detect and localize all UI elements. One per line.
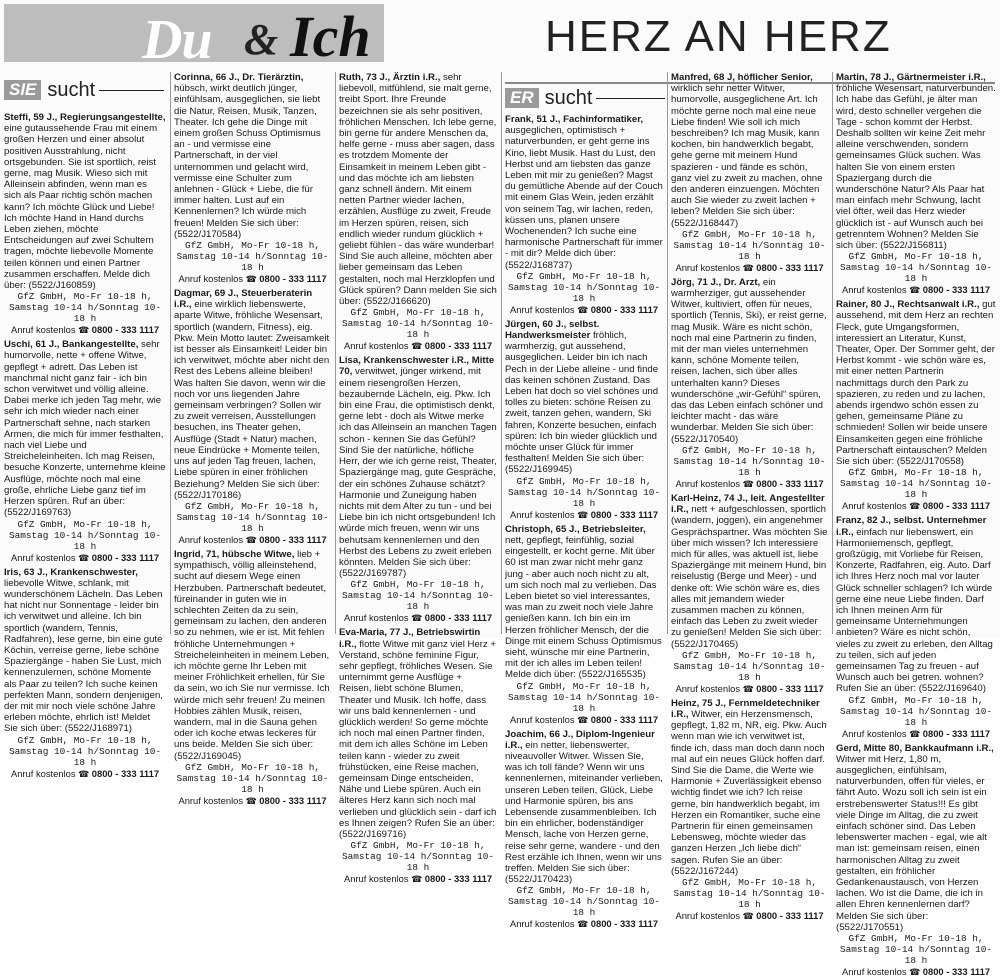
personal-ad bbox=[505, 729, 663, 931]
contact-hours: Samstag 10-14 h/Sonntag 10-18 h bbox=[673, 455, 826, 478]
ad-code: (5522/J170558) bbox=[896, 456, 965, 468]
ad-code: (5522/J170540) bbox=[671, 433, 739, 445]
contact-phone-number[interactable]: 0800 - 333 1117 bbox=[590, 508, 659, 520]
personal-ad bbox=[4, 339, 166, 563]
contact-hours: Samstag 10-14 h/Sonntag 10-18 h bbox=[176, 251, 329, 274]
personal-ad bbox=[174, 288, 331, 546]
column-divider bbox=[832, 72, 833, 634]
ad-text: wirklich sehr netter Witwer, humorvolle, ausgeglichene Art. Ich möchte gerne noch mal eine neue Liebe finden! Wie soll ich mich beschreiben? Ich mag Musik, kann kochen, bin handwerklich begabt, gehe gerne mit meinem Hund spazieren - und fände es schön, ganz viel zu zweit zu machen, ohne den anderen einzuengen. Möchten auch Sie wieder zu zweit lachen + leben? Melden Sie sich über: bbox=[671, 83, 823, 218]
contact-phone-number[interactable]: 0800 - 333 1117 bbox=[259, 533, 327, 545]
column-divider bbox=[501, 72, 502, 634]
contact-hours: Samstag 10-14 h/Sonntag 10-18 h bbox=[840, 478, 992, 501]
ad-text: nett, gepflegt, feinfühlig, sozial eingestellt, er kocht gerne. Mit über 60 ist man zwar nicht mehr ganz jung - aber auch noch nicht zu alt, um sich noch mal zu verlieben. Das Leben bietet so viel interessantes, was man zu zweit noch viele Jahre genießen kann. Ich bin ein im Herzen fröhlicher Mensch, der die Dinge mit einem Schuss Optimismus sieht, wünsche mir eine Partnerin, mit der ich alles im Leben teilen! Melde dich über: bbox=[505, 534, 662, 681]
contact-call-label: Anruf kostenlos bbox=[343, 873, 409, 885]
contact-phone-number[interactable]: 0800 - 333 1117 bbox=[259, 794, 327, 806]
ad-code: (5522/J167244) bbox=[671, 865, 739, 877]
ad-headline: Manfred, 68 J, höflicher Senior, bbox=[671, 72, 813, 83]
label-sie-tag: SIE bbox=[4, 80, 41, 100]
logo-banner bbox=[4, 4, 384, 71]
ad-code: (5522/J169945) bbox=[505, 464, 573, 476]
contact-call-label: Anruf kostenlos bbox=[509, 508, 575, 520]
ad-code: (5522/J170584) bbox=[174, 228, 242, 240]
ad-code: (5522/J170186) bbox=[174, 489, 242, 501]
column-3 bbox=[339, 72, 497, 885]
contact-hours: Samstag 10-14 h/Sonntag 10-18 h bbox=[176, 772, 329, 795]
logo-ampersand: & bbox=[244, 15, 279, 64]
ad-text: verwitwet, jünger wirkend, mit einem riesengroßen Herzen, bezaubernde Lächeln, eig. Pkw. Ich bin eine Frau, die optimistisch denkt, gerne lebt - doch als Witwe merke ich das Alleinsein an manchen Tagen schon - kennen Sie das Gefühl? Sind Sie der natürliche, höfliche Herr, der wie ich gerne reist, Theater, Spaziergänge mag, gute Gespräche, der ein schönes Zuhause schätzt? Harmonie und Zuneigung haben nichts mit dem Alter zu tun - und bei Liebe bin ich nicht ortsgebunden! Ich würde mich freuen, wenn wir uns behutsam kennenlernen und den Herbst des Lebens zu zweit erleben könnten. Melden Sie sich über: bbox=[339, 366, 497, 568]
contact-hours: Samstag 10-14 h/Sonntag 10-18 h bbox=[840, 262, 992, 285]
contact-call-label: Anruf kostenlos bbox=[675, 477, 741, 489]
ad-headline: Dagmar, 69 J., Steuerberaterin i.R., bbox=[174, 288, 313, 311]
telephone-icon: ☎ bbox=[243, 534, 260, 545]
ad-text: einfach nur liebenswert, ein Harmoniemensch, gepflegt, großzügig, mit Vorliebe für Reisen, Konzerte, Radfahren, eig. Auto. Darf ich Ihres Herz noch mal vor lauter Glück schneller schlagen? Ich würde gerne eine neue Liebe finden. Darf ich Ihnen meinen Arm für gemeinsame Unternehmungen anbieten? Wäre es nicht schön, vieles zu zweit zu erleben, den Alltag zu teilen, sich auf jeden gemeinsamen Tag zu freuen - auf Wunsch auch bei getren. wohnen? Rufen Sie an über: bbox=[836, 526, 993, 695]
ad-headline: Gerd, Mitte 80, Bankkaufmann i.R., bbox=[836, 742, 994, 754]
contact-phone-line bbox=[671, 683, 828, 695]
ad-code: (5522/J169045) bbox=[174, 750, 242, 762]
contact-company: GfZ GmbH, Mo-Fr 10-18 h, bbox=[516, 885, 652, 897]
ad-code: (5522/J170465) bbox=[671, 638, 739, 650]
contact-phone-number[interactable]: 0800 - 333 1117 bbox=[590, 918, 659, 930]
contact-call-label: Anruf kostenlos bbox=[10, 551, 76, 563]
column-1 bbox=[4, 112, 166, 779]
contact-hours: Samstag 10-14 h/Sonntag 10-18 h bbox=[673, 660, 826, 683]
ad-text: Witwer mit Herz, 1,80 m, ausgeglichen, einfühlsam, naturverbunden, offen für vieles, er fährt Auto. Wozu soll ich sein ist ein erstrebenswerter Status!!! Es gibt viele Dinge im Alltag, die zu zweit einfach schöner sind. Das Leben lebenswerter machen - egal, wie alt man ist: gemeinsam reisen, einen harmonischen Alltag zu zweit gestalten, ein fröhlicher Gedankenaustausch, von Herzen lachen. Wo ist die Dame, die ich in allen Ehren kennenlernen darf? Melden Sie sich über: bbox=[836, 753, 987, 922]
ad-code: (5522/J169716) bbox=[339, 828, 407, 840]
column-divider bbox=[335, 72, 336, 634]
telephone-icon: ☎ bbox=[574, 919, 591, 930]
contact-hours: Samstag 10-14 h/Sonntag 10-18 h bbox=[176, 511, 329, 534]
contact-phone-line bbox=[339, 340, 497, 352]
ad-headline: Corinna, 66 J., Dr. Tierärztin, bbox=[174, 72, 304, 83]
ad-headline: Heinz, 75 J., Fernmeldetechniker i.R., bbox=[671, 697, 820, 720]
contact-company: GfZ GmbH, Mo-Fr 10-18 h, bbox=[184, 500, 321, 512]
label-er-word: sucht bbox=[544, 86, 593, 109]
contact-call-label: Anruf kostenlos bbox=[675, 909, 741, 921]
contact-phone-line bbox=[4, 324, 166, 336]
contact-call-label: Anruf kostenlos bbox=[509, 303, 575, 315]
contact-hours: Samstag 10-14 h/Sonntag 10-18 h bbox=[673, 239, 826, 262]
contact-phone-line bbox=[174, 534, 331, 546]
ad-headline: Ruth, 73 J., Ärztin i.R., bbox=[339, 72, 441, 83]
personal-ad bbox=[4, 112, 166, 336]
personal-ad bbox=[836, 743, 996, 978]
ad-code: (5522/J170551) bbox=[836, 921, 904, 933]
contact-hours: Samstag 10-14 h/Sonntag 10-18 h bbox=[508, 691, 660, 714]
contact-call-label: Anruf kostenlos bbox=[343, 340, 409, 352]
contact-phone-line bbox=[4, 768, 166, 780]
contact-phone-line bbox=[836, 500, 996, 512]
ad-text: nett + aufgeschlossen, sportlich (wandern, joggen), ein angenehmer Gesprächspartner. Was möchten Sie über mich wissen? Ich interessiere mich für alles, was aktuell ist, liebe Spaziergänge mit meinem Hund, bin reiselustig (Berge und Meer) - und denke oft: Wie schön wäre es, dies alles mit jemandem wieder zusammen machen zu können, einfach das Leben zu zweit wieder zu genießen! Melden Sie sich über: bbox=[671, 504, 828, 639]
contact-company: GfZ GmbH, Mo-Fr 10-18 h, bbox=[848, 933, 984, 944]
contact-call-label: Anruf kostenlos bbox=[841, 284, 907, 296]
ad-headline: Jörg, 71 J., Dr. Arzt, bbox=[671, 276, 761, 288]
contact-company: GfZ GmbH, Mo-Fr 10-18 h, bbox=[17, 518, 153, 530]
ad-headline: Martin, 78 J., Gärtnermeister i.R., bbox=[836, 72, 986, 83]
contact-call-label: Anruf kostenlos bbox=[509, 713, 575, 725]
ad-text: sehr liebevoll, mitfühlend, sie malt gerne, treibt Sport. Ihre Freunde bezeichnen sie als sehr positiven, fröhlichen Menschen. Ich lebe gerne, bin gerne für andere Menschen da, helfe gerne - muss aber sagen, dass es trotzdem Momente der Einsamkeit in meinem Leben gibt - und das möchte ich am liebsten ganz schnell ändern. Mit einem netten Partner wieder lachen, erzählen, Ausflüge zu zweit, Freude im Herzen spüren, reisen, sich endlich wieder rundum glücklich + geliebt fühlen - das wäre wunderbar! Sind Sie auch alleine, möchten aber lieber gemeinsam das Leben gestalten, noch mal Herzklopfen und Glück spüren? Dann melden Sie sich über: bbox=[339, 72, 497, 308]
contact-hours: Samstag 10-14 h/Sonntag 10-18 h bbox=[508, 281, 660, 304]
contact-phone-line bbox=[836, 284, 996, 296]
contact-hours: Samstag 10-14 h/Sonntag 10-18 h bbox=[840, 944, 992, 966]
ad-headline: Jürgen, 60 J., selbst. Handwerksmeister bbox=[505, 318, 600, 342]
personal-ad bbox=[671, 493, 828, 695]
label-sie-sucht bbox=[4, 80, 164, 100]
label-er-tag: ER bbox=[505, 88, 539, 108]
ad-text: ein netter, liebenswerter, niveauvoller Witwer. Wissen Sie, was ich toll fände? Wenn wir uns kennenlernen, miteinander verlieben, unseren Leben teilen, Glück, Liebe und Harmonie spüren, bis ans Lebensende zusammenbleiben. Ich bin ein ehrlicher, bodenständiger Mensch, lache von Herzen gerne, reise sehr gerne, wandere - und den Rest erzähle ich Ihnen, wenn wir uns treffen. Melden Sie sich über: bbox=[505, 739, 663, 874]
ad-headline: Iris, 63 J., Krankenschwester, bbox=[4, 566, 138, 578]
personal-ad bbox=[836, 299, 996, 512]
personal-ad bbox=[339, 627, 497, 885]
headline: HERZ AN HERZ bbox=[545, 12, 892, 61]
ad-headline: Eva-Maria, 77 J., Betriebswirtin i.R., bbox=[339, 627, 481, 650]
telephone-icon: ☎ bbox=[740, 262, 757, 273]
contact-company: GfZ GmbH, Mo-Fr 10-18 h, bbox=[681, 876, 818, 888]
contact-company: GfZ GmbH, Mo-Fr 10-18 h, bbox=[184, 761, 321, 773]
ad-code: (5522/J156811) bbox=[880, 240, 947, 252]
contact-phone-line bbox=[174, 795, 331, 807]
label-sie-underline bbox=[99, 90, 164, 91]
column-divider bbox=[667, 72, 668, 634]
personal-ad bbox=[4, 567, 166, 780]
ad-code: (5522/J169763) bbox=[4, 507, 72, 519]
contact-phone-number[interactable]: 0800 - 333 1117 bbox=[922, 284, 991, 296]
contact-phone-line bbox=[671, 478, 828, 490]
contact-phone-number[interactable]: 0800 - 333 1117 bbox=[922, 500, 991, 512]
personal-ad bbox=[339, 355, 497, 624]
contact-call-label: Anruf kostenlos bbox=[178, 533, 244, 545]
contact-phone-line bbox=[671, 910, 828, 922]
ad-text: ein warmherziger, gut aussehender Witwer, kultiviert, offen für neues, sportlich (Tennis, Ski), er reist gerne, mag Musik. Wäre es nicht schön, noch mal eine Partnerin zu finden, mit der man vieles unternehmen kann, schöne Momente teilen, reisen, lachen, sich über alles unterhalten kann? Dieses wunderschöne „wir-Gefühl“ spüren, das das Leben einfach schöner und leichter macht - das wäre wunderbar. Melden Sie sich über: bbox=[671, 276, 827, 434]
ad-text: eine gutaussehende Frau mit einem großen Herzen und einer absolut positiven Ausstrahlung, nicht ortsgebunden. Sie ist sportlich, reist gerne, mag Musik. Wieso sich mit Alleinsein abfinden, wenn man es sich als Paar richtig schön machen kann? Ich möchte Glück und Liebe! Ich möchte Hand in Hand durchs Leben ziehen, möchte Entscheidungen auf zwei Schultern tragen, möchte liebevolle Momente teilen können und einen Partner zusammen erschaffen. Melde dich über: bbox=[4, 123, 158, 292]
telephone-icon: ☎ bbox=[906, 728, 923, 739]
ad-headline: Joachim, 66 J., Diplom-Ingenieur i.R., bbox=[505, 728, 655, 751]
ad-headline: Rainer, 80 J., Rechtsanwalt i.R., bbox=[836, 299, 980, 311]
contact-call-label: Anruf kostenlos bbox=[10, 324, 76, 336]
contact-phone-number[interactable]: 0800 - 333 1117 bbox=[756, 477, 824, 489]
contact-hours: Samstag 10-14 h/Sonntag 10-18 h bbox=[508, 486, 660, 509]
contact-phone-number[interactable]: 0800 - 333 1117 bbox=[424, 873, 493, 885]
personal-ad bbox=[671, 698, 828, 922]
contact-phone-line bbox=[4, 552, 166, 564]
contact-phone-number[interactable]: 0800 - 333 1117 bbox=[922, 966, 991, 977]
telephone-icon: ☎ bbox=[243, 795, 260, 806]
telephone-icon: ☎ bbox=[243, 274, 260, 285]
column-5 bbox=[671, 72, 828, 921]
contact-phone-line bbox=[505, 304, 663, 316]
contact-company: GfZ GmbH, Mo-Fr 10-18 h, bbox=[516, 680, 652, 692]
ad-text: fröhlich, warmherzig, gut aussehend, ausgeglichen. Leider bin ich nach Pech in der Liebe alleine - und finde das keinen schönen Zustand. Das Leben hat doch so viel schönes und tolles zu bieten: schöne Reisen zu zweit, tanzen gehen, wandern, Ski fahren, Konzerte besuchen, einfach spüren: Ich bin wieder glücklich und möchte unser Glück für immer festhalten! Melden Sie sich über: bbox=[505, 330, 659, 465]
ad-text: fröhliche Wesensart, naturverbunden. Ich habe das Gefühl, je älter man wird, desto schneller vergehen die Tage - schon kommt der Herbst. Deshalb sollten wir keine Zeit mehr alleine verschwenden, sondern gemeinsames Glück suchen. Was halten Sie von einem ersten Spaziergang durch die wunderschöne Natur? Als Paar hat man einfach mehr Schwung, lacht viel öfter, weil das Herz wieder glücklich ist - auf Wunsch auch bei getrenntem Wohnen? Melden Sie sich über: bbox=[836, 83, 996, 252]
contact-call-label: Anruf kostenlos bbox=[675, 261, 741, 273]
contact-phone-line bbox=[671, 262, 828, 274]
telephone-icon: ☎ bbox=[574, 509, 591, 520]
ad-code: (5522/J168447) bbox=[671, 217, 739, 229]
ad-code: (5522/J168737) bbox=[505, 259, 573, 271]
telephone-icon: ☎ bbox=[408, 874, 425, 885]
contact-phone-line bbox=[505, 918, 663, 930]
column-6 bbox=[836, 72, 996, 977]
contact-call-label: Anruf kostenlos bbox=[509, 918, 575, 930]
ad-headline: Uschi, 61 J., Bankangestellte, bbox=[4, 339, 139, 351]
telephone-icon: ☎ bbox=[408, 613, 425, 624]
personal-ad bbox=[671, 72, 828, 274]
telephone-icon: ☎ bbox=[740, 683, 757, 694]
telephone-icon: ☎ bbox=[574, 714, 591, 725]
contact-phone-number[interactable]: 0800 - 333 1117 bbox=[259, 273, 327, 285]
contact-phone-number[interactable]: 0800 - 333 1117 bbox=[590, 713, 659, 725]
contact-hours: Samstag 10-14 h/Sonntag 10-18 h bbox=[9, 529, 161, 552]
ad-code: (5522/J170423) bbox=[505, 874, 573, 886]
contact-hours: Samstag 10-14 h/Sonntag 10-18 h bbox=[9, 745, 161, 768]
contact-phone-number[interactable]: 0800 - 333 1117 bbox=[91, 324, 160, 336]
personal-ad bbox=[505, 319, 663, 521]
contact-hours: Samstag 10-14 h/Sonntag 10-18 h bbox=[342, 851, 494, 874]
contact-phone-line bbox=[339, 873, 497, 885]
contact-phone-number[interactable]: 0800 - 333 1117 bbox=[91, 767, 160, 779]
personal-ad bbox=[671, 277, 828, 490]
ad-code: (5522/J165535) bbox=[578, 669, 646, 681]
contact-company: GfZ GmbH, Mo-Fr 10-18 h, bbox=[848, 694, 984, 706]
column-2 bbox=[174, 72, 331, 806]
telephone-icon: ☎ bbox=[740, 910, 757, 921]
ad-headline: Christoph, 65 J., Betriebsleiter, bbox=[505, 523, 646, 535]
ad-text: liebevolle Witwe, schlank, mit wunderschönem Lächeln. Das Leben hat nicht nur Sonnentage - leider bin ich verwitwet und alleine. Ich bin sportlich (wandern, Tennis, Radfahren), lese gerne, bin eine gute Köchin, verreise gerne, liebe schöne Spaziergänge - haben Sie Lust, mich kennenzulernen, schöne Momente als Paar zu teilen? Ich suche keinen perfekten Mann, sondern denjenigen, der mit mir noch viele schöne Jahre erleben möchte, ehrlich ist! Meldet Sie sich über: bbox=[4, 577, 163, 735]
contact-call-label: Anruf kostenlos bbox=[178, 273, 244, 285]
contact-hours: Samstag 10-14 h/Sonntag 10-18 h bbox=[508, 896, 660, 919]
personal-ad bbox=[836, 515, 996, 739]
ad-headline: Franz, 82 J., selbst. Unternehmer i.R., bbox=[836, 515, 987, 538]
personal-ad bbox=[174, 72, 331, 285]
ad-text: Witwer, ein Herzensmensch, gepflegt, 1,82 m, NR, eig. Pkw. Auch wenn man wie ich verwitwet ist, finde ich, dass man doch dann noch mal auf ein neues Glück hoffen darf. Sind Sie die Dame, die Werte wie Harmonie + Zuverlässigkeit ebenso wichtig findet wie ich? Ich reise gerne, bin handwerklich begabt, im Herzen ein Romantiker, suche eine Partnerin für einen gemeinsamen Lebensweg, möchte wieder das ganzen Herzen „Ich liebe dich“ sagen. Rufen Sie an über: bbox=[671, 708, 827, 866]
contact-company: GfZ GmbH, Mo-Fr 10-18 h, bbox=[681, 444, 818, 456]
ad-code: (5522/J169640) bbox=[918, 683, 986, 695]
contact-company: GfZ GmbH, Mo-Fr 10-18 h, bbox=[350, 840, 486, 852]
contact-call-label: Anruf kostenlos bbox=[675, 682, 741, 694]
contact-phone-line bbox=[836, 966, 996, 978]
column-4 bbox=[505, 114, 663, 930]
contact-call-label: Anruf kostenlos bbox=[10, 767, 76, 779]
contact-phone-line bbox=[505, 714, 663, 726]
personal-ad bbox=[174, 549, 331, 807]
ad-text: ausgeglichen, optimistisch + naturverbunden, er geht gerne ins Kino, liebt Musik. Hast du Lust, den Herbst und am liebsten das ganze Leben mit mir zu genießen? Magst du gemütliche Abende auf der Couch mit einem Glas Wein, jeden erzählt von seinem Tag, wir lachen, reden, küssen uns, planen unsere Wochenenden? Ich suche eine harmonische Partnerschaft für immer - mit dir? Melde dich über: bbox=[505, 125, 663, 260]
ad-headline: Lisa, Krankenschwester i.R., Mitte 70, bbox=[339, 355, 495, 378]
contact-hours: Samstag 10-14 h/Sonntag 10-18 h bbox=[840, 705, 992, 728]
telephone-icon: ☎ bbox=[75, 552, 92, 563]
logo-ich: Ich bbox=[290, 4, 371, 69]
contact-call-label: Anruf kostenlos bbox=[841, 500, 907, 512]
telephone-icon: ☎ bbox=[906, 967, 923, 977]
label-er-sucht bbox=[505, 88, 665, 108]
ad-headline: Ingrid, 71, hübsche Witwe, bbox=[174, 548, 295, 560]
contact-call-label: Anruf kostenlos bbox=[841, 966, 907, 977]
contact-company: GfZ GmbH, Mo-Fr 10-18 h, bbox=[350, 307, 486, 319]
telephone-icon: ☎ bbox=[75, 768, 92, 779]
ad-text: gut aussehend, mit dem Herz an rechten Fleck, gute Umgangsformen, interessiert an Literatur, Kunst, Theater, Oper. Der Sommer geht, der Herbst kommt - wie schön wäre es, mit einer netten Partnerin nachmittags durch den Park zu spazieren, zu reden und zu lachen, abends irgendwo schön essen zu gehen, gemeinsame Pläne zu schmieden! Sollen wir beide unsere Einsamkeiten gegen eine fröhliche Partnerschaft eintauschen? Melden Sie sich über: bbox=[836, 299, 996, 468]
telephone-icon: ☎ bbox=[740, 478, 757, 489]
contact-hours: Samstag 10-14 h/Sonntag 10-18 h bbox=[342, 318, 494, 341]
contact-call-label: Anruf kostenlos bbox=[178, 794, 244, 806]
ad-code: (5522/J168971) bbox=[64, 723, 133, 735]
telephone-icon: ☎ bbox=[75, 325, 92, 336]
contact-phone-number[interactable]: 0800 - 333 1117 bbox=[91, 551, 160, 563]
contact-phone-line bbox=[505, 509, 663, 521]
contact-company: GfZ GmbH, Mo-Fr 10-18 h, bbox=[848, 467, 984, 479]
contact-call-label: Anruf kostenlos bbox=[841, 727, 907, 739]
telephone-icon: ☎ bbox=[574, 304, 591, 315]
contact-phone-number[interactable]: 0800 - 333 1117 bbox=[756, 682, 824, 694]
contact-company: GfZ GmbH, Mo-Fr 10-18 h, bbox=[17, 734, 153, 746]
personal-ad bbox=[505, 114, 663, 316]
contact-phone-line bbox=[836, 728, 996, 740]
contact-call-label: Anruf kostenlos bbox=[343, 612, 409, 624]
contact-company: GfZ GmbH, Mo-Fr 10-18 h, bbox=[184, 240, 321, 252]
label-sie-word: sucht bbox=[47, 78, 96, 101]
contact-phone-number[interactable]: 0800 - 333 1117 bbox=[424, 612, 493, 624]
contact-company: GfZ GmbH, Mo-Fr 10-18 h, bbox=[350, 579, 486, 591]
personal-ad bbox=[836, 72, 996, 296]
contact-phone-number[interactable]: 0800 - 333 1117 bbox=[424, 340, 493, 352]
contact-phone-line bbox=[339, 612, 497, 624]
telephone-icon: ☎ bbox=[906, 285, 923, 296]
contact-hours: Samstag 10-14 h/Sonntag 10-18 h bbox=[673, 887, 826, 910]
ad-code: (5522/J169787) bbox=[339, 568, 407, 580]
contact-phone-number[interactable]: 0800 - 333 1117 bbox=[756, 909, 824, 921]
contact-company: GfZ GmbH, Mo-Fr 10-18 h, bbox=[516, 270, 652, 282]
contact-phone-line bbox=[174, 273, 331, 285]
contact-company: GfZ GmbH, Mo-Fr 10-18 h, bbox=[848, 251, 984, 263]
contact-hours: Samstag 10-14 h/Sonntag 10-18 h bbox=[342, 590, 494, 613]
telephone-icon: ☎ bbox=[408, 341, 425, 352]
contact-company: GfZ GmbH, Mo-Fr 10-18 h, bbox=[681, 649, 818, 661]
ad-text: hübsch, wirkt deutlich jünger, einfühlsam, ausgeglichen, sie liebt die Natur, Reisen, Musik, Tanzen, Theater. Ich gehe die Dinge mit einem großen Schuss Optimismus an - und vermisse eine Partnerschaft, in der viel unternommen und gelacht wird, vermisse eine Schulter zum anlehnen - Glück + Liebe, die für immer halten. Lust auf ein Kennenlernen? Ich würde mich freuen! Melden Sie sich über: bbox=[174, 83, 321, 229]
ad-text: eine wirklich liebenswerte, aparte Witwe, fröhliche Wesensart, sportlich (wandern, Fitness), eig. Pkw. Mein Motto lautet: Zweisamkeit ist besser als Einsamkeit! Leider bin ich verwitwet, möchte aber nicht den Rest des Lebens alleine bleiben! Was halten Sie davon, wenn wir die noch vor uns liegenden Jahre gemeinsam verbringen? Sollen wir zu zweit verreisen, Ausstellungen besuchen, ins Theater gehen, Ausflüge (Stadt + Natur) machen, neue Eindrücke + Momente teilen, uns auf jeden Tag freuen, lachen, Liebe spüren in einer fröhlichen Beziehung? Melden Sie sich über: bbox=[174, 299, 330, 490]
personal-ad bbox=[339, 72, 497, 352]
contact-company: GfZ GmbH, Mo-Fr 10-18 h, bbox=[17, 291, 153, 303]
ad-text: lieb + sympathisch, völlig alleinstehend, sucht auf diesem Wege einen Herzbuben. Partnerschaft bedeutet, füreinander in guten wie in schlechten Zeiten da zu sein, gemeinsam zu lachen, den anderen so zu nehmen, wie er ist. Mit fehlen fröhliche Unternehmungen + Streicheleinheiten in meinem Leben, ich möchte gerne Ihr Leben mit meiner Fröhlichkeit erhellen, für Sie da sein, wo ich Sie nur vermisse. Ich würde mich sehr freuen! Zu meinen Hobbies zählen Musik, reisen, wandern, mal in die Sauna gehen oder ich koche etwas leckeres für uns beide. Melden Sie sich über: bbox=[174, 548, 330, 751]
ad-headline: Karl-Heinz, 74 J., leit. Angestellter i.R., bbox=[671, 492, 825, 516]
personal-ad bbox=[505, 524, 663, 726]
ad-text: flotte Witwe mit ganz viel Herz + Verstand, schöne feminine Figur, sehr gepflegt, fröhliches Wesen. Sie unternimmt gerne Ausflüge + Reisen, liebt schöne Blumen, Theater und Musik. Ich hoffe, dass wir uns bald kennenlernen - und glücklich werden! So gerne möchte ich noch mal einen Partner finden, mit dem ich alles Schöne im Leben teilen kann - wieder zu zweit frühstücken, eine Reise machen, gemeinsam Dinge entscheiden, Nähe und Liebe spüren. Auch ein älteres Herz kann sich noch mal verlieben und glücklich sein - darf ich es Ihnen zeigen? Rufen Sie an über: bbox=[339, 638, 497, 829]
label-er-underline bbox=[596, 98, 665, 99]
contact-company: GfZ GmbH, Mo-Fr 10-18 h, bbox=[516, 475, 652, 487]
ad-headline: Frank, 51 J., Fachinformatiker, bbox=[505, 114, 644, 125]
ad-text: sehr humorvolle, nette + offene Witwe, gepflegt + adrett. Das Leben ist manchmal nicht ganz fair - ich bin schon verwitwet und völlig alleine. Dabei merke ich jeden Tag mehr, wie sehr ich mich wieder nach einer Partnerschaft sehne, nach starken Armen, die mich für immer festhalten, nach viel Liebe und Streicheleinheiten. Ich mag Reisen, besuche Konzerte, unternehme kleine Ausflüge, möchte noch mal eine große, ehrliche Liebe ganz tief im Herzen spüren. Ruf an über: bbox=[4, 339, 166, 508]
ad-code: (5522/J160859) bbox=[28, 280, 96, 292]
ad-code: (5522/J166620) bbox=[363, 296, 431, 308]
telephone-icon: ☎ bbox=[906, 501, 923, 512]
contact-company: GfZ GmbH, Mo-Fr 10-18 h, bbox=[681, 228, 818, 240]
contact-phone-number[interactable]: 0800 - 333 1117 bbox=[922, 727, 991, 739]
logo-du: Du bbox=[142, 9, 212, 71]
contact-hours: Samstag 10-14 h/Sonntag 10-18 h bbox=[9, 302, 161, 325]
ad-headline: Steffi, 59 J., Regierungsangestellte, bbox=[4, 112, 166, 123]
contact-phone-number[interactable]: 0800 - 333 1117 bbox=[756, 261, 824, 273]
contact-phone-number[interactable]: 0800 - 333 1117 bbox=[590, 303, 659, 315]
column-divider bbox=[170, 72, 171, 634]
